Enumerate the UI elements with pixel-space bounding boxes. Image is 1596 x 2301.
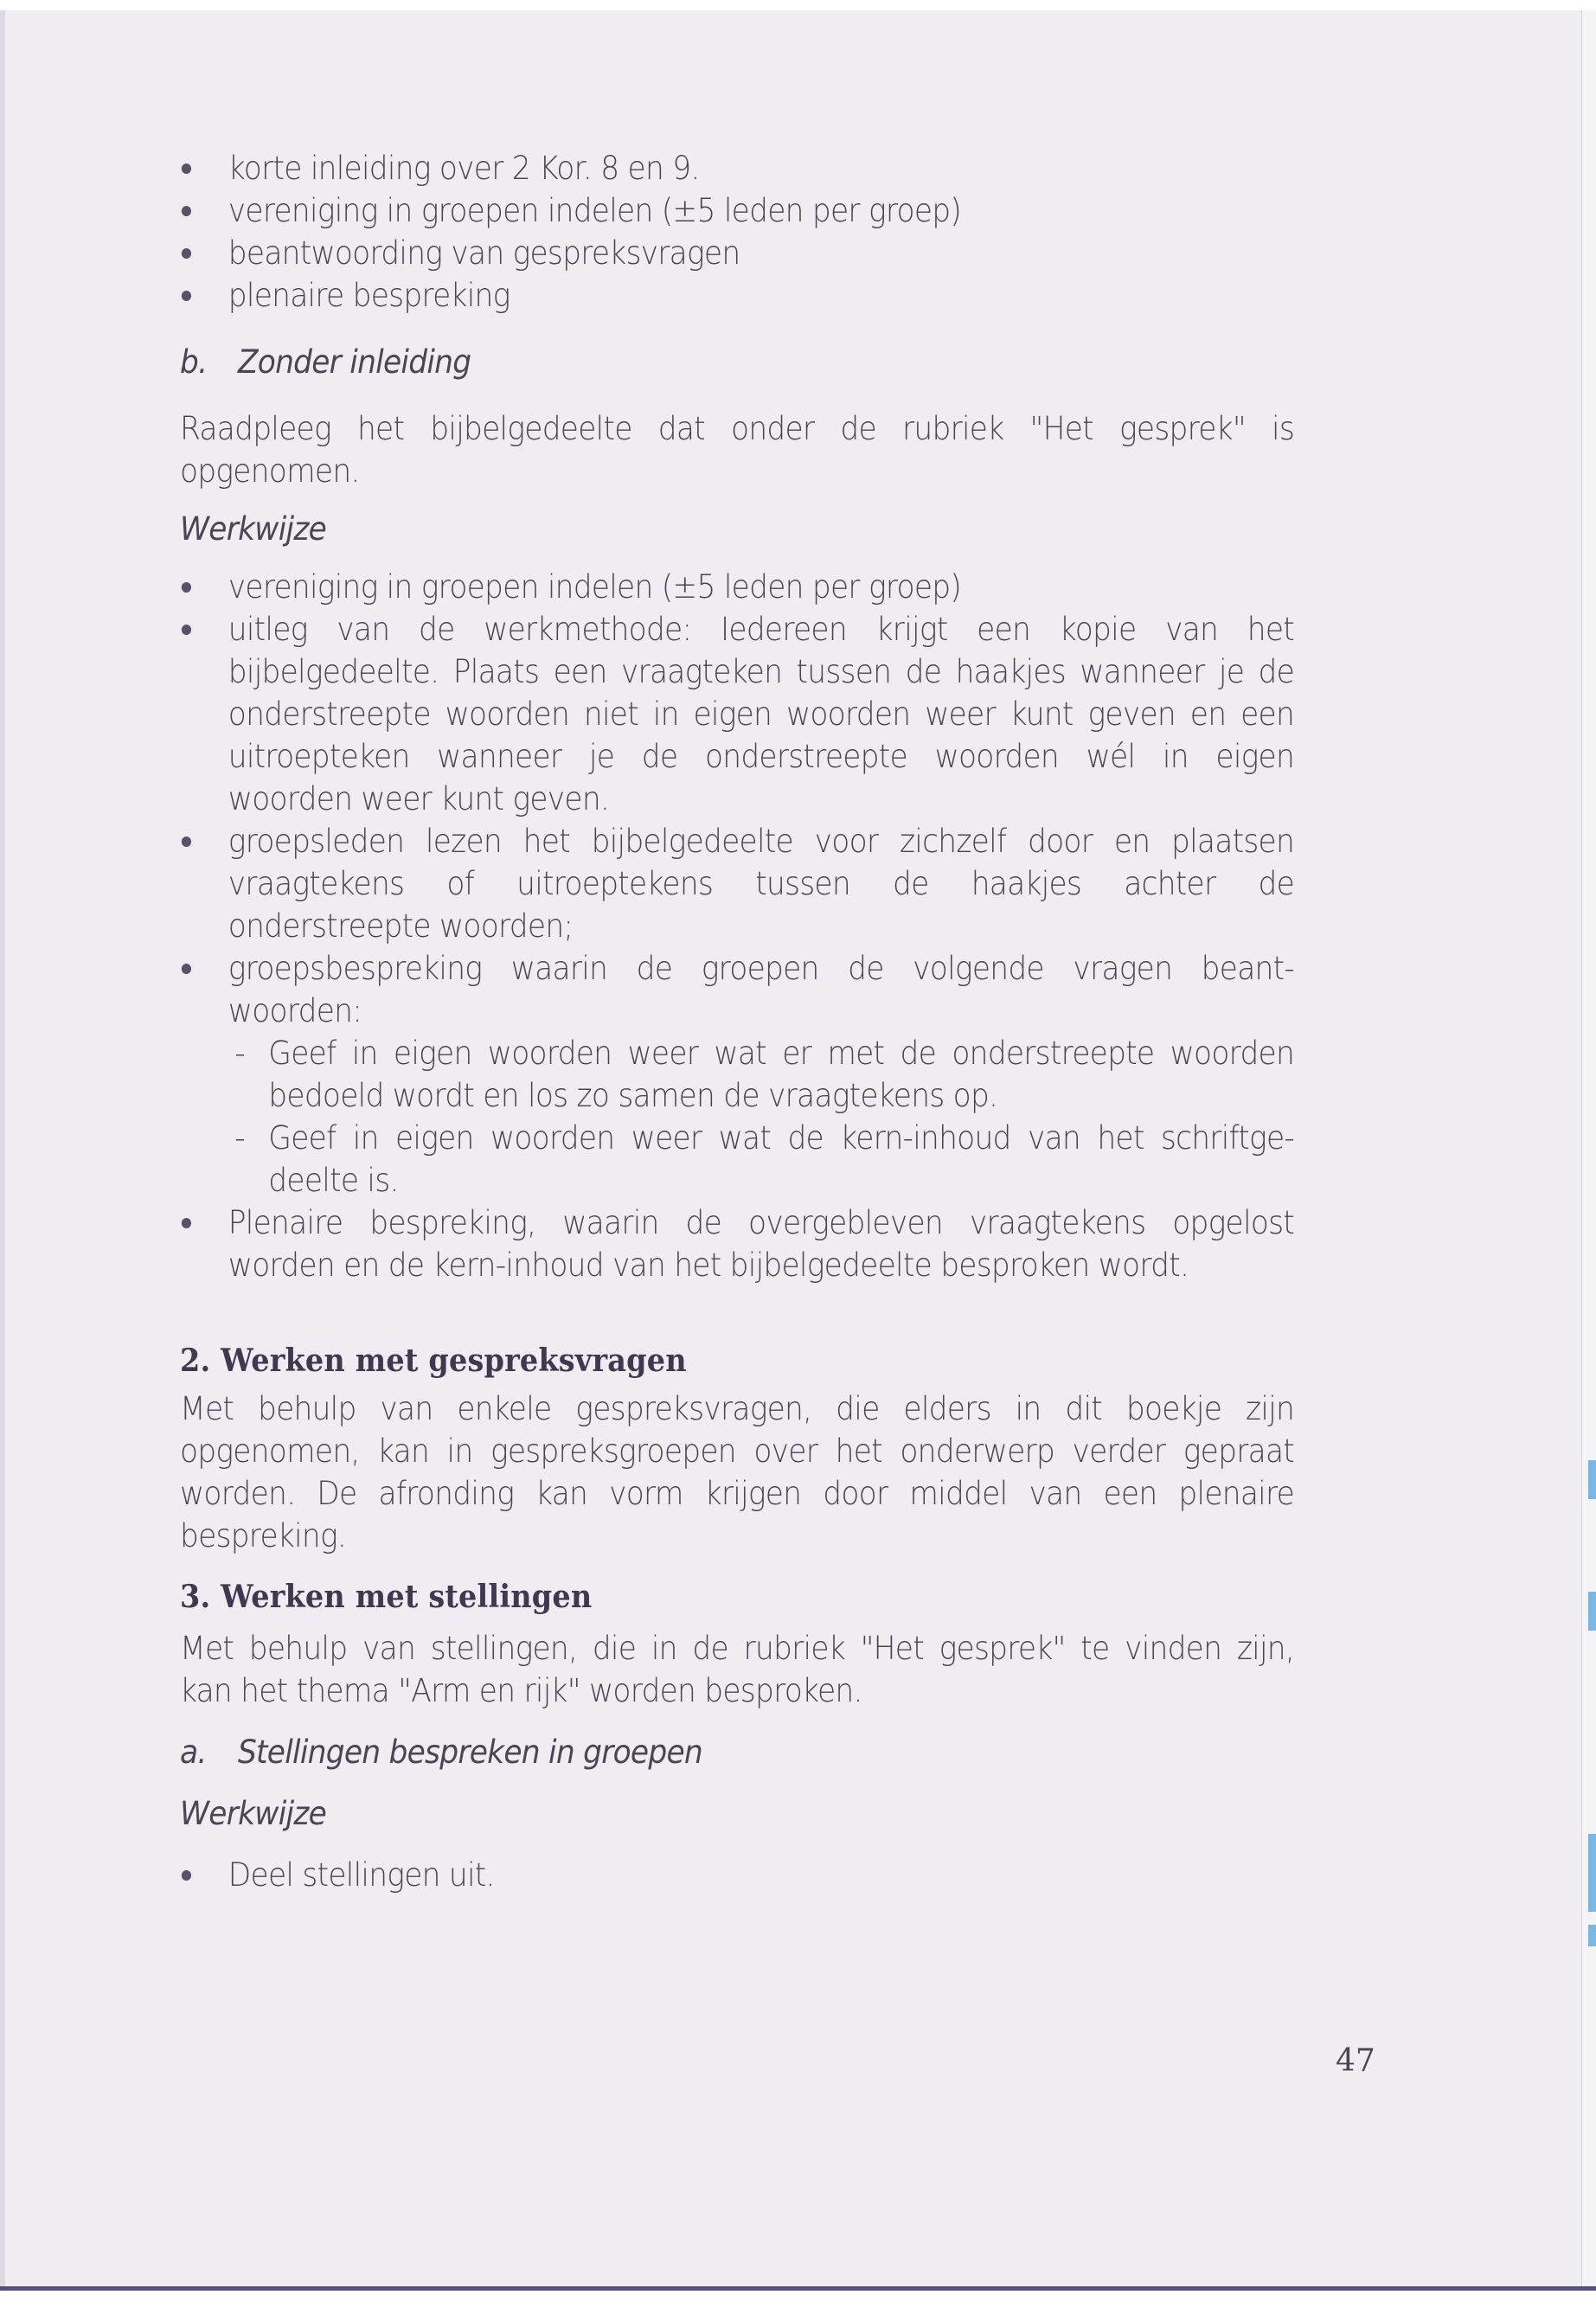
paragraph-line: opgenomen, kan in gespreksgroepen over het onderwerp verder gepraat (180, 1433, 1295, 1470)
section-heading-3: 3. Werken met stellingen (180, 1579, 593, 1615)
subsection-title-a (180, 1731, 1294, 1773)
list-item-line: woorden: (228, 992, 362, 1029)
adjacent-page-highlight (1588, 1834, 1596, 1912)
list-item (180, 820, 1294, 947)
list-item-line: vereniging in groepen indelen (±5 leden per groep) (228, 568, 962, 606)
section-2-paragraph (180, 1388, 1294, 1557)
adjacent-page-highlight (1588, 1460, 1596, 1499)
list-item: beantwoording van gespreksvragen (180, 232, 1294, 274)
sub-list-item-line: Geef in eigen woorden weer wat er met de onderstreepte woorden (268, 1035, 1295, 1072)
sub-list-item-line: deelte is. (268, 1162, 399, 1199)
page-gutter-shadow (0, 10, 5, 2291)
method-label: Werkwijze (180, 510, 327, 548)
paragraph-line: Met behulp van enkele gespreksvragen, die elders in dit boekje zijn (180, 1390, 1295, 1427)
list-item-line: onderstreepte woorden; (228, 907, 574, 945)
list-item-line: uitroepteken wanneer je de onderstreepte woorden wél in eigen (228, 738, 1295, 775)
list-item-line: Plenaire bespreking, waarin de overgebleven vraagtekens opgelost (228, 1204, 1295, 1241)
list-item: vereniging in groepen indelen (±5 leden per groep) (180, 189, 1294, 232)
list-item-line: woorden weer kunt geven. (228, 780, 610, 817)
sub-list-item-line: Geef in eigen woorden weer wat de kern-inhoud van het schriftge- (268, 1119, 1295, 1157)
section-3-paragraph (180, 1627, 1294, 1712)
subsection-title-b (180, 341, 1294, 383)
paragraph-line: worden. De afronding kan vorm krijgen door middel van een plenaire (180, 1475, 1295, 1512)
list-item-line: bijbelgedeelte. Plaats een vraagteken tussen de haakjes wanneer je de (228, 653, 1295, 690)
sub-list-item (180, 1117, 1294, 1202)
adjacent-page-edge (1581, 10, 1596, 2291)
list-item-line: groepsbespreking waarin de groepen de volgende vragen beant- (228, 950, 1295, 987)
list-item: korte inleiding over 2 Kor. 8 en 9. (180, 147, 1294, 189)
list-item-line: groepsleden lezen het bijbelgedeelte voor zichzelf door en plaatsen (228, 823, 1295, 860)
page-content (180, 147, 1294, 1896)
dash-marker: - (234, 1119, 245, 1157)
method-label: Werkwijze (180, 1795, 327, 1832)
subsection-title: Zonder inleiding (237, 343, 471, 381)
list-item (180, 947, 1294, 1032)
paragraph-line: kan het thema "Arm en rijk" worden besproken. (180, 1672, 862, 1709)
adjacent-page-highlight (1588, 1592, 1596, 1631)
list-item-line: vraagtekens of uitroeptekens tussen de haakjes achter de (228, 865, 1295, 902)
list-item-line: onderstreepte woorden niet in eigen woorden weer kunt geven en een (228, 695, 1295, 733)
section-b-paragraph (180, 407, 1294, 492)
page-bottom-edge (0, 2286, 1596, 2291)
paragraph-line: opgenomen. (180, 452, 360, 490)
paragraph-line: bespreking. (180, 1517, 347, 1554)
list-item: plenaire bespreking (180, 274, 1294, 317)
adjacent-page-highlight (1588, 1925, 1596, 1946)
list-item-line: worden en de kern-inhoud van het bijbelgedeelte besproken wordt. (228, 1247, 1189, 1284)
subsection-title: Stellingen bespreken in groepen (237, 1734, 702, 1771)
method-steps (180, 566, 1294, 1286)
intro-list (180, 147, 1294, 317)
list-item: Deel stellingen uit. (180, 1854, 1294, 1896)
paragraph-line: Raadpleeg het bijbelgedeelte dat onder de rubriek "Het gesprek" is (180, 410, 1295, 447)
list-item (180, 1202, 1294, 1286)
list-item (180, 608, 1294, 820)
list-item (180, 566, 1294, 608)
dash-marker: - (234, 1035, 245, 1072)
sub-list-item (180, 1032, 1294, 1117)
subsection-letter: a. (180, 1734, 207, 1771)
subsection-letter: b. (180, 343, 208, 381)
sub-list-item-line: bedoeld wordt en los zo samen de vraagtekens op. (268, 1077, 998, 1114)
list-item-line: uitleg van de werkmethode: Iedereen krijgt een kopie van het (228, 611, 1295, 648)
section-heading-2: 2. Werken met gespreksvragen (180, 1343, 687, 1379)
page-number: 47 (1336, 2043, 1375, 2079)
paragraph-line: Met behulp van stellingen, die in de rubriek "Het gesprek" te vinden zijn, (180, 1630, 1295, 1667)
